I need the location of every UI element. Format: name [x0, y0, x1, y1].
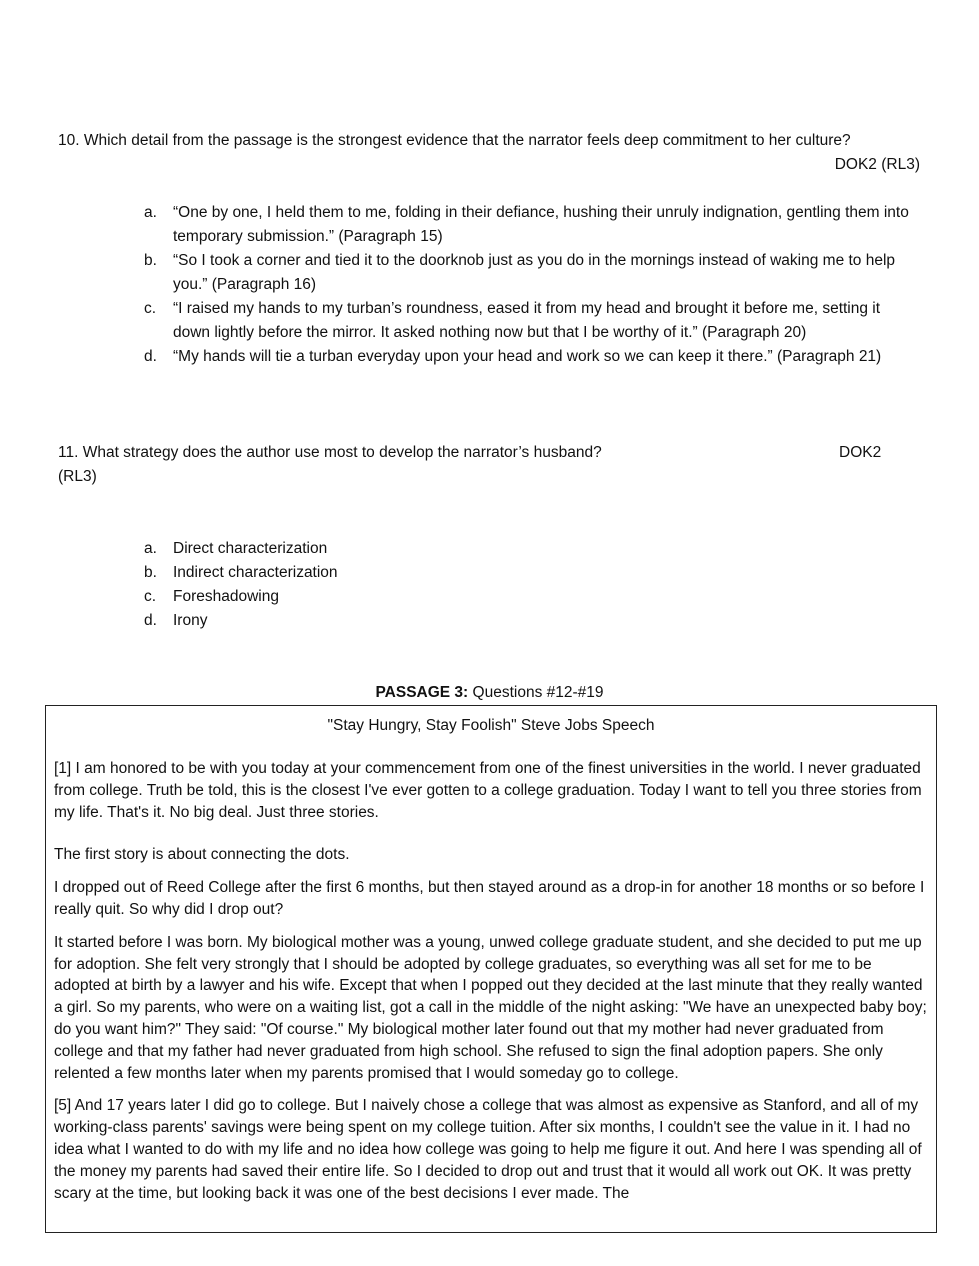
option-text: Indirect characterization — [173, 564, 338, 581]
option-letter: a. — [144, 204, 157, 221]
option-text: “My hands will tie a turban everyday upon your head and work so we can keep it there.” (Paragraph 21) — [173, 348, 882, 365]
question-11 — [58, 441, 880, 489]
passage-paragraph: [5] And 17 years later I did go to college. But I naively chose a college that was almost as expensive as Stanford, and all of my working-class parents' savings were being spent on my college tuition. After six months, I couldn't see the value in it. I had no idea what I wanted to do with my life and no idea how college was going to help me figure it out. And here I was spending all of the money my parents had saved their entire life. So I decided to drop out and trust that it would all work out OK. It was pretty scary at the time, but looking back it was one of the best decisions I ever made. The — [54, 1097, 922, 1202]
option-letter: c. — [144, 300, 157, 317]
question-11-stem: 11. What strategy does the author use most to develop the narrator’s husband? — [58, 444, 602, 461]
option-text: Irony — [173, 612, 208, 629]
option-text: Direct characterization — [173, 540, 328, 557]
option-text: “One by one, I held them to me, folding in their defiance, hushing their unruly indignation, gentling them into temporary submission.” (Paragraph 15) — [173, 204, 909, 245]
question-10-option-d — [144, 345, 920, 369]
question-11-option-d — [144, 609, 644, 633]
passage-question-range: Questions #12-#19 — [468, 684, 604, 701]
option-letter: a. — [144, 540, 157, 557]
question-11-option-a — [144, 537, 644, 561]
question-10-dok: DOK2 (RL3) — [834, 156, 920, 173]
question-11-options — [144, 537, 644, 633]
question-10-option-b — [144, 249, 920, 297]
option-letter: b. — [144, 564, 157, 581]
passage-box — [45, 705, 937, 1233]
option-text: “I raised my hands to my turban’s roundness, eased it from my head and brought it before me, setting it down lightly before the mirror. It asked nothing now but that I be worthy of it.” (Paragraph 20) — [173, 300, 881, 341]
option-letter: d. — [144, 612, 157, 629]
question-10-option-a — [144, 201, 920, 249]
question-11-option-c — [144, 585, 644, 609]
option-letter: d. — [144, 348, 157, 365]
question-10 — [58, 129, 920, 177]
passage-paragraph: I dropped out of Reed College after the first 6 months, but then stayed around as a drop-in for another 18 months or so before I really quit. So why did I drop out? — [54, 879, 925, 918]
option-letter: b. — [144, 252, 157, 269]
question-10-options — [144, 201, 920, 369]
question-11-dok: DOK2 — [839, 444, 882, 461]
option-text: “So I took a corner and tied it to the doorknob just as you do in the mornings instead of waking me to help you.” (Paragraph 16) — [173, 252, 896, 293]
question-10-stem: 10. Which detail from the passage is the strongest evidence that the narrator feels deep commitment to her culture? — [58, 132, 851, 149]
option-letter: c. — [144, 588, 157, 605]
passage-label: PASSAGE 3: — [375, 684, 469, 701]
passage-header — [0, 681, 979, 705]
passage-title: "Stay Hungry, Stay Foolish" Steve Jobs Speech — [327, 717, 655, 734]
question-11-dok-standard: (RL3) — [58, 468, 97, 485]
question-11-option-b — [144, 561, 644, 585]
question-10-option-c — [144, 297, 920, 345]
passage-paragraph: [1] I am honored to be with you today at your commencement from one of the finest universities in the world. I never graduated from college. Truth be told, this is the closest I've ever gotten to a college graduation. Today I want to tell you three stories from my life. That's it. No big deal. Just three stories. — [54, 760, 922, 821]
option-text: Foreshadowing — [173, 588, 279, 605]
passage-paragraph: It started before I was born. My biological mother was a young, unwed college graduate student, and she decided to put me up for adoption. She felt very strongly that I should be adopted by college graduates, so everything was all set for me to be adopted at birth by a lawyer and his wife. Except that when I popped out they decided at the last minute that they really wanted a girl. So my parents, who were on a waiting list, got a call in the middle of the night asking: "We have an unexpected baby boy; do you want him?" They said: "Of course." My biological mother later found out that my mother had never graduated from college and that my father had never graduated from high school. She refused to sign the final adoption papers. She only relented a few months later when my parents promised that I would someday go to college. — [54, 933, 927, 1082]
passage-paragraph: The first story is about connecting the dots. — [54, 846, 350, 864]
